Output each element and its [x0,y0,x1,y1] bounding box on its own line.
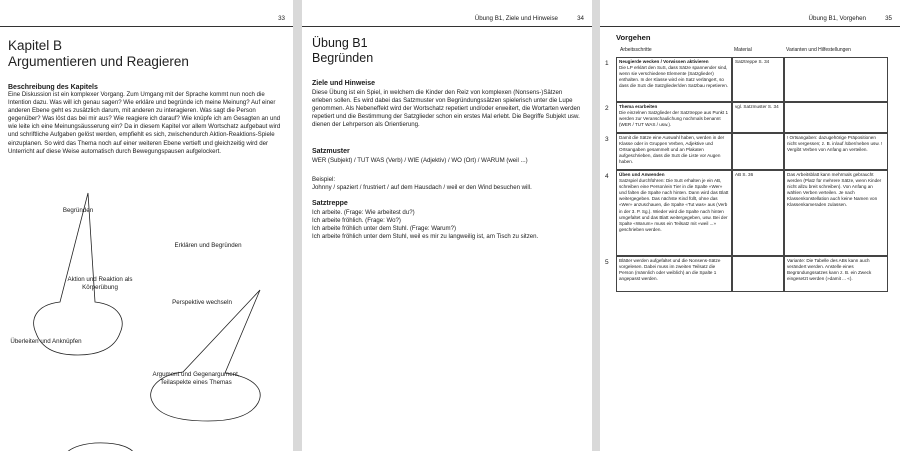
table-row [605,102,888,133]
table-row [605,133,888,170]
speech-bubble-aktion [61,443,138,451]
description-text: Eine Diskussion ist ein komplexer Vorgang. Zum Umgang mit der Sprache kommt nun noch die Intention dazu. Was will ich genau sagen? Wie erkläre und begründe ich meine Meinung? Auf einer anderen Ebene geht es zusätzlich darum, mit anderen zu interagieren. Was sagt die Person gegenüber? Was löst das bei mir aus? Wie reagiere ich darauf? Wie knüpfe ich am Gesagten an und wie leite ich eine Meinungsäusserung ein? Da in diesem Kapitel vor allem Wortschatz aufgebaut wird und schriftliche Aufgaben gelöst werden, empfiehlt es sich, zwischendurch Aktion-Reaktions-Spiele einzuplanen. So wird das Thema noch auf einer weiteren Ebene vertieft und gleichzeitig wird der Unterricht auf diese Weise automatisch durch Bewegungspausen aufgelockert. [8,91,281,155]
section-title: Satztreppe [312,200,348,207]
material-cell: AB S. 36 [732,170,784,256]
material-cell [732,256,784,292]
step-cell [616,256,732,292]
step-text: Blätter werden aufgefaltet und die Nonsens-Sätze vorgelesen. Dabei muss im zweiten Teilsatz die Person (männlich oder weiblich) an die Spalte 1 angepasst werden. [619,258,721,282]
procedure-title: Vorgehen [616,33,651,42]
treppe-line: Ich arbeite. (Frage: Wie arbeitest du?) [312,209,415,216]
material-cell: Satztreppe S. 34 [732,57,784,102]
column-header: Material [734,47,752,53]
exercise-title-line-2: Begründen [312,51,374,65]
treppe-line: Ich arbeite fröhlich unter dem Stuhl, weil es mir zu langweilig ist, am Tisch zu sitzen. [312,233,539,241]
step-cell [616,102,732,133]
row-number: 2 [605,105,609,112]
exercise-title-line-1: Übung B1 [312,36,368,50]
page-33 [0,0,293,451]
bubble-label-aktion: Aktion und Reaktion als Körperübung [67,276,133,291]
step-cell [616,133,732,170]
satzmuster-text: WER (Subjekt) / TUT WAS (Verb) / WIE (Adjektiv) / WO (Ort) / WARUM (weil ...) [312,157,528,164]
page-header [600,14,900,27]
row-number: 5 [605,259,609,266]
step-title: Neugierde wecken / Vorwissen aktivieren [619,59,709,64]
variant-cell: Das Arbeitsblatt kann mehrmals gebraucht werden (Platz für mehrere Sätze, wenn Kinder nicht allzu breit schreiben). Von Anfang an wählen Verben verteilen. Je nach Klassenkonstellation auch keine Namen von Klassenkameraden zulassen. [784,170,888,256]
page-header [302,14,592,27]
table-row [605,57,888,102]
step-text: Satzspiel durchführen: Die SuS erhalten je ein AB, schreiben eine Person/ein Tier in die Spalte «Wer» und falten die Spalte nach hinten. Dann wird das Blatt weitergegeben. Das nächste Kind füllt, ohne das «Wer» anzuschauen, die Spalte «Tut was» aus (Verb in der 3. P. Sg.). Wieder wird die Spalte nach hinten umgefaltet und das Blatt weitergegeben, usw. Bei der Spalte «Warum» muss ein Teilsatz mit «weil ...» geschrieben werden. [619,178,729,232]
page-number: 33 [278,15,285,22]
ziele-section [312,80,582,129]
page-header [0,14,293,27]
speech-bubble-erklaeren [151,290,260,421]
table-header [616,46,888,56]
step-cell [616,57,732,102]
exercise-title [312,36,373,66]
column-header: Varianten und Hilfestellungen [786,47,851,53]
section-title: Ziele und Hinweise [312,80,376,87]
step-text: Die LP erklärt den SuS, dass Sätze spannender sind, wenn sie verschiedene Elemente (Satzglieder) enthalten. In der Klasse wird ein Satz verlängert, so dass die SuS die Satzglieder/den Satzbau repetieren. [619,65,729,89]
beispiel-text: Johnny / spaziert / frustriert / auf dem Hausdach / weil er den Wind besuchen will. [312,184,532,192]
page-number: 35 [885,15,892,22]
beispiel-section [312,176,582,192]
chapter-title-line-1: Kapitel B [8,38,63,53]
running-head: Übung B1, Vorgehen [808,15,866,22]
satzmuster-section [312,148,582,165]
step-cell [616,170,732,256]
satztreppe-section [312,200,582,241]
table-row [605,256,888,292]
material-cell [732,133,784,170]
speech-bubbles-diagram [0,155,293,451]
bubble-label-argument: Argument und Gegenargument, Teilaspekte eines Themas [152,371,240,386]
step-title: Thema erarbeiten [619,104,658,109]
chapter-title [8,38,189,70]
row-number: 4 [605,173,609,180]
step-text: Die einzelnen Satzglieder der Satztreppe aus Punkt 1 werden zur Veranschaulichung nochmals benannt (WER / TUT WAS / usw.). [619,110,729,128]
ziele-text: Diese Übung ist ein Spiel, in welchem die Kinder den Reiz von komplexen (Nonsens-)Sätzen erleben sollen. Es wird dabei das Satzmuster von Begründungssätzen spielerisch unter die Lupe genommen. Als Nebeneffekt wird der Wortschatz repetiert und/oder erweitert, die Wortarten werden repetiert und die Bestimmung der Satzglieder schon ein erstes Mal erlebt. Die Begriffe Subjekt usw. dienen der Lehrperson als Orientierung. [312,89,581,129]
treppe-line: Ich arbeite fröhlich. (Frage: Wo?) [312,217,401,225]
page-number: 34 [577,15,584,22]
column-header: Arbeitsschritte [620,47,652,53]
variant-cell [784,102,888,133]
bubble-label-ueberleiten: Überleiten und Anknüpfen [10,338,82,345]
beispiel-label: Beispiel: [312,176,336,183]
section-title: Beschreibung des Kapitels [8,84,98,91]
page-34 [302,0,592,451]
variant-cell: ! Ortsangaben: dazugehörige Präpositionen nicht vergessen; z. B. in/auf /über/neben usw. ! Vergibt Verben von Anfang an verteilen. [784,133,888,170]
chapter-description [8,84,288,156]
treppe-line: Ich arbeite fröhlich unter dem Stuhl. (Frage: Warum?) [312,225,457,233]
row-number: 3 [605,136,609,143]
section-title: Satzmuster [312,148,350,155]
variant-cell [784,57,888,102]
procedure-table [605,46,888,282]
step-title: Üben und Anwenden [619,172,665,177]
page-35 [600,0,900,451]
table-row [605,170,888,256]
chapter-title-line-2: Argumentieren und Reagieren [8,54,189,69]
material-cell: vgl. Satzmuster S. 34 [732,102,784,133]
speech-bubble-begruenden [34,193,122,355]
bubble-label-begruenden: Begründen [62,207,94,214]
bubble-label-erklaeren: Erklären und Begründen [174,242,242,249]
running-head: Übung B1, Ziele und Hinweise [474,15,558,22]
variant-cell: Variante: Die Tabelle des ABs kann auch verändert werden. Anstelle eines Begründungssatzes kann z. B. ein Zweck eingesetzt werden (»damit ... «). [784,256,888,292]
bubble-label-perspektive: Perspektive wechseln [172,299,232,306]
row-number: 1 [605,60,609,67]
step-text: Damit die Sätze eine Auswahl haben, werden in der Klasse oder in Gruppen Verben, Adjektive und Ortsangaben gesammelt und an Plakaten aufgeschrieben, dass die SuS die Liste vor Augen haben. [619,135,725,165]
